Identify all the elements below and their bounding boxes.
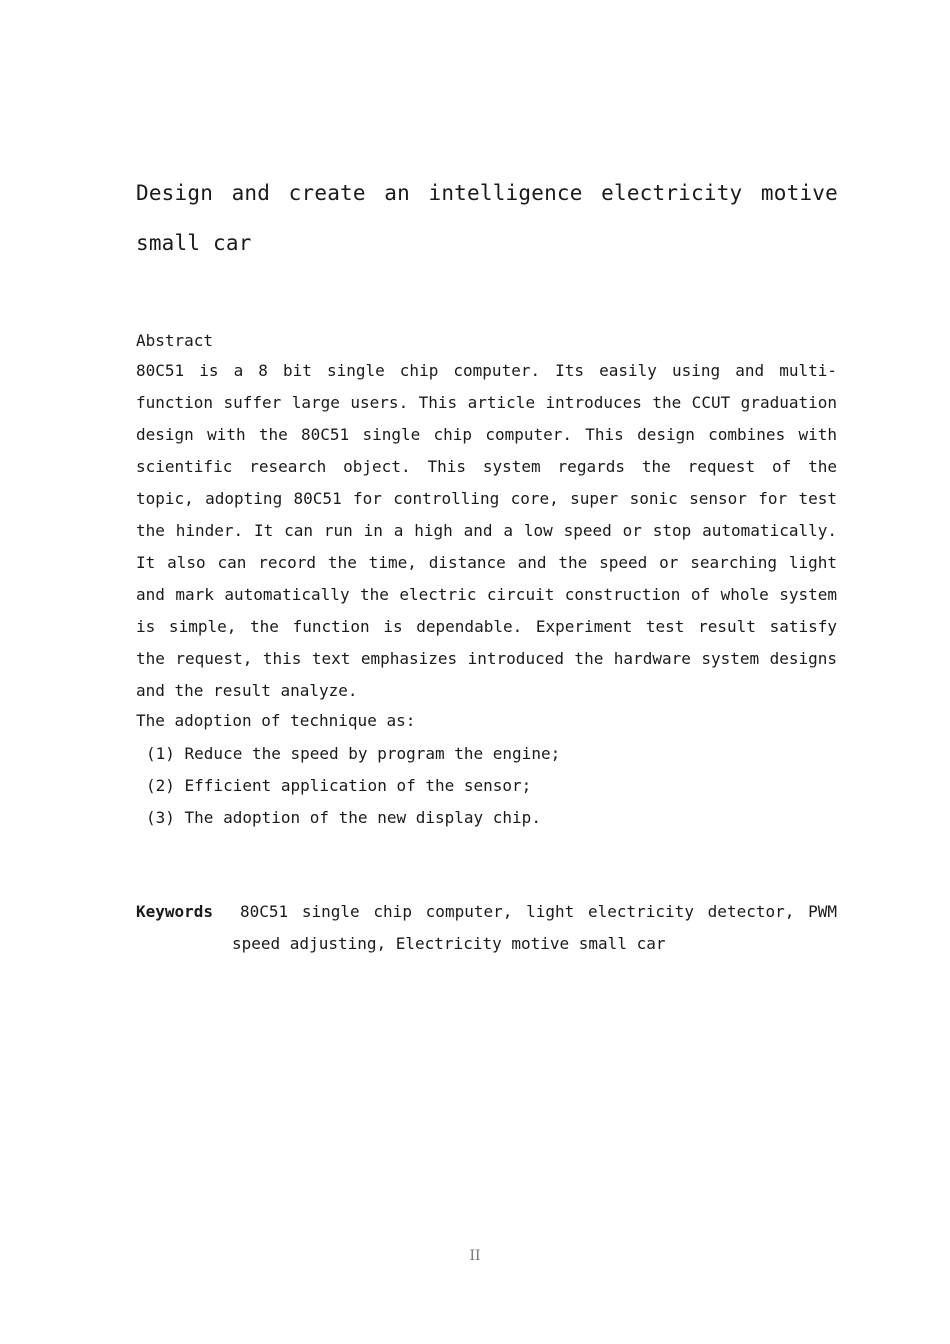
paper-title: Design and create an intelligence electricity motive small car bbox=[136, 181, 838, 255]
abstract-body: 80C51 is a 8 bit single chip computer. Its easily using and multi-function suffer large users. This article introduces the CCUT graduation design with the 80C51 single chip computer. This design combines with scientific research object. This system regards the request of the topic, adopting 80C51 for controlling core, super sonic sensor for test the hinder. It can run in a high and a low speed or stop automatically. It also can record the time, distance and the speed or searching light and mark automatically the electric circuit construction of whole system is simple, the function is dependable. Experiment test result satisfy the request, this text emphasizes introduced the hardware system designs and the result analyze. bbox=[136, 361, 837, 700]
keywords-label: Keywords bbox=[136, 902, 214, 921]
page-number: II bbox=[469, 1248, 481, 1264]
technique-item: (1) Reduce the speed by program the engine; bbox=[146, 744, 561, 763]
keywords-line-1: 80C51 single chip computer, light electricity detector, PWM bbox=[240, 902, 837, 921]
abstract-heading: Abstract bbox=[136, 331, 214, 350]
technique-intro: The adoption of technique as: bbox=[136, 711, 416, 730]
technique-list bbox=[146, 738, 560, 834]
keywords-line-2: speed adjusting, Electricity motive small car bbox=[232, 934, 666, 953]
technique-item: (3) The adoption of the new display chip. bbox=[146, 808, 541, 827]
technique-item: (2) Efficient application of the sensor; bbox=[146, 776, 532, 795]
